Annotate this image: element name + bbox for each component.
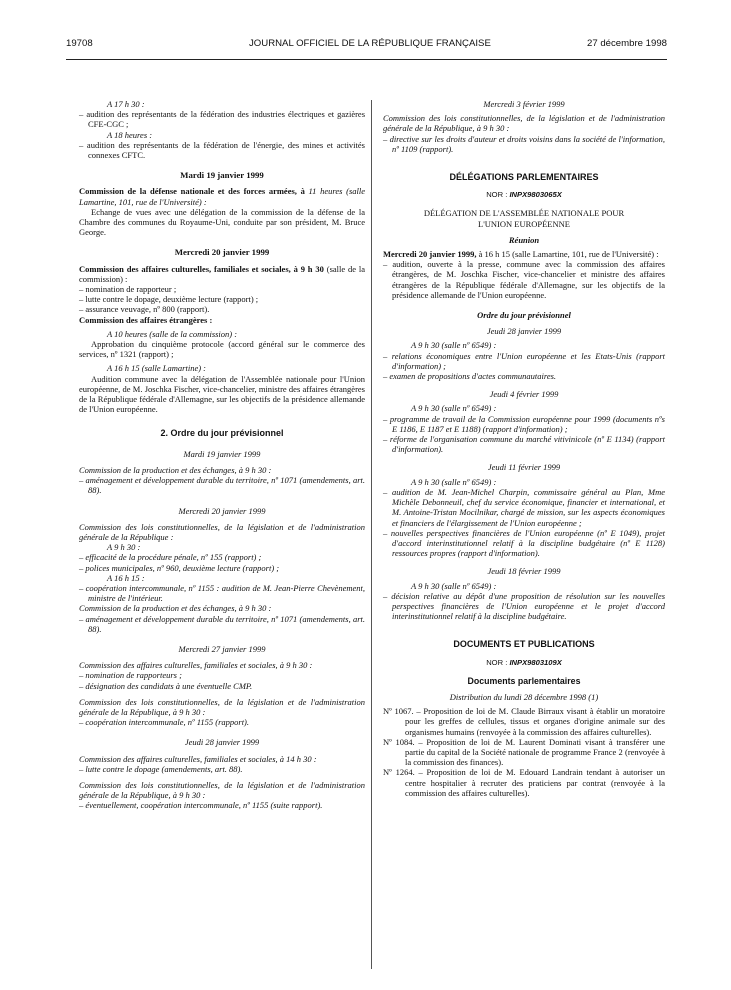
date-heading: Mardi 19 janvier 1999 xyxy=(180,170,264,181)
delegation-name: DÉLÉGATION DE L'ASSEMBLÉE NATIONALE POUR L'UNION EUROPÉENNE xyxy=(423,208,625,229)
nor-reference: NOR : INPX9803065X xyxy=(486,190,562,200)
committee-line: Commission de la production et des échanges, à 9 h 30 : xyxy=(79,464,272,475)
journal-title: JOURNAL OFFICIEL DE LA RÉPUBLIQUE FRANÇAISE xyxy=(249,38,491,49)
committee-line: Commission des lois constitutionnelles, de la législation et de l'administration générale de la République, à 9 h 30 : xyxy=(383,113,665,134)
agenda-item: – nomination de rapporteurs ; xyxy=(79,670,182,681)
document-entry: Nº 1067. – Proposition de loi de M. Claude Birraux visant à établir un moratoire pour les greffes de cellules, tissus et organes d'origine animale sur des organismes humains (renvoyée à la commission des affaires culturelles). xyxy=(383,706,665,737)
subheading: Réunion xyxy=(508,234,540,245)
date-heading: Jeudi 11 février 1999 xyxy=(487,462,561,473)
agenda-item: – réforme de l'organisation commune du marché vitivinicole (nº E 1134) (rapport d'information). xyxy=(383,434,665,455)
date-heading: Mercredi 3 février 1999 xyxy=(483,99,565,109)
subheading: Ordre du jour prévisionnel xyxy=(477,310,571,321)
date-heading: Jeudi 4 février 1999 xyxy=(489,389,559,400)
committee-line: Commission des affaires culturelles, familiales et sociales, à 14 h 30 : xyxy=(79,753,317,764)
committee-line: Commission de la défense nationale et des forces armées, à 11 heures (salle Lamartine, 101, rue de l'Université) : xyxy=(79,186,366,207)
distribution-line: Distribution du lundi 28 décembre 1998 (1) xyxy=(449,691,599,702)
time-label: A 16 h 15 : xyxy=(107,572,145,583)
right-column xyxy=(383,99,665,798)
committee-line: Commission des affaires culturelles, familiales et sociales, à 9 h 30 (salle de la commission) : xyxy=(79,263,366,284)
nor-reference: NOR : INPX9803109X xyxy=(486,657,562,667)
agenda-item: – polices municipales, nº 960, deuxième lecture (rapport) ; xyxy=(79,562,280,573)
agenda-item: – audition des représentants de la fédération de l'énergie, des mines et activités connexes CFTC. xyxy=(79,139,365,161)
agenda-item: – relations économiques entre l'Union européenne et les Etats-Unis (rapport d'information) ; xyxy=(383,350,665,371)
agenda-item: – lutte contre le dopage (amendements, art. 88). xyxy=(79,763,243,774)
time-label: A 9 h 30 (salle nº 6549) : xyxy=(411,476,497,487)
agenda-item: – audition des représentants de la fédération des industries électriques et gazières CFE-CGC ; xyxy=(79,109,365,130)
agenda-item: – éventuellement, coopération intercommunale, nº 1155 (suite rapport). xyxy=(79,800,323,811)
section-heading: DOCUMENTS ET PUBLICATIONS xyxy=(453,639,595,650)
agenda-item: – examen de propositions d'actes communautaires. xyxy=(383,371,557,382)
section-heading: 2. Ordre du jour prévisionnel xyxy=(160,428,284,439)
time-label: A 16 h 15 (salle Lamartine) : xyxy=(107,363,207,374)
committee-line: Commission des lois constitutionnelles, de la législation et de l'administration générale de la République : xyxy=(79,521,365,542)
agenda-item: – programme de travail de la Commission européenne pour 1999 (documents nºs E 1186, E 1187 et E 1188) (rapport d'information) ; xyxy=(383,413,665,434)
agenda-item: – efficacité de la procédure pénale, nº 155 (rapport) ; xyxy=(79,552,262,563)
date-heading: Jeudi 28 janvier 1999 xyxy=(184,737,260,748)
document-entry: Nº 1264. – Proposition de loi de M. Edouard Landrain tendant à autoriser un centre hospitalier à recruter des praticiens par contrat (renvoyée à la commission des affaires culturelles). xyxy=(383,767,665,798)
date-heading: Mercredi 20 janvier 1999 xyxy=(174,247,270,258)
section-heading: DÉLÉGATIONS PARLEMENTAIRES xyxy=(449,172,599,183)
column-divider xyxy=(371,100,372,969)
date-heading: Mercredi 27 janvier 1999 xyxy=(178,643,266,654)
agenda-item: – nouvelles perspectives financières de l'Union européenne (nº E 1049), projet d'accord interinstitutionnel relatif à la discipline budgétaire (nº E 1128) ressources propres (rapport d'information). xyxy=(383,527,665,559)
agenda-item: – directive sur les droits d'auteur et droits voisins dans la société de l'information, nº 1109 (rapport). xyxy=(383,133,665,154)
time-label: A 9 h 30 (salle nº 6549) : xyxy=(411,580,497,591)
time-label: A 9 h 30 (salle nº 6549) : xyxy=(411,340,497,351)
subheading: Documents parlementaires xyxy=(467,675,581,686)
time-label: A 9 h 30 : xyxy=(107,542,141,553)
committee-line: Commission de la production et des échanges, à 9 h 30 : xyxy=(79,603,272,614)
paragraph: Audition commune avec la délégation de l'Assemblée nationale pour l'Union européenne, de M. Joschka Fischer, vice-chancelier, ministre des affaires étrangères de la République fédérale d'Allemagne, sur les objectifs de la présidence allemande de l'Union européenne. xyxy=(79,373,365,415)
date-heading: Jeudi 28 janvier 1999 xyxy=(486,326,562,337)
document-entry: Nº 1084. – Proposition de loi de M. Laurent Dominati visant à transférer une partie du capital de la Société nationale de programme France 2 (renvoyée à la commission des finances). xyxy=(383,736,665,768)
agenda-item: – coopération intercommunale, nº 1155 (rapport). xyxy=(79,717,250,728)
agenda-item: – désignation des candidats à une éventuelle CMP. xyxy=(79,680,253,691)
time-label: A 10 heures (salle de la commission) : xyxy=(107,328,238,339)
meeting-line: Mercredi 20 janvier 1999, à 16 h 15 (salle Lamartine, 101, rue de l'Université) : xyxy=(383,249,659,260)
time-label: A 17 h 30 : xyxy=(107,99,145,109)
agenda-item: – audition, ouverte à la presse, commune avec la commission des affaires étrangères, de M. Joschka Fischer, vice-chancelier et ministre des affaires étrangères de la République fédérale d'Allemagne, sur les objectifs de la présidence allemande de l'Union européenne. xyxy=(383,259,665,300)
time-label: A 9 h 30 (salle nº 6549) : xyxy=(411,403,497,414)
left-column xyxy=(79,99,365,811)
agenda-item: – coopération intercommunale, nº 1155 : audition de M. Jean-Pierre Chevènement, ministre de l'intérieur. xyxy=(79,582,365,604)
time-label: A 18 heures : xyxy=(107,129,153,140)
agenda-item: – lutte contre le dopage, deuxième lecture (rapport) ; xyxy=(79,294,259,305)
issue-date: 27 décembre 1998 xyxy=(586,38,667,49)
paragraph: Approbation du cinquième protocole (accord général sur le commerce des services, nº 1321 (rapport) ; xyxy=(79,339,365,360)
agenda-item: – aménagement et développement durable du territoire, nº 1071 (amendements, art. 88). xyxy=(79,613,365,634)
committee-line: Commission des affaires culturelles, familiales et sociales, à 9 h 30 : xyxy=(79,660,313,671)
committee-title: Commission des affaires étrangères : xyxy=(79,314,213,325)
date-heading: Mardi 19 janvier 1999 xyxy=(183,448,261,459)
date-heading: Mercredi 20 janvier 1999 xyxy=(178,505,266,516)
agenda-item: – décision relative au dépôt d'une proposition de résolution sur les nouvelles perspectives financières de l'Union européenne et le projet d'accord interinstitutionnel relatif à la discipline budgétaire. xyxy=(383,590,665,622)
committee-line: Commission des lois constitutionnelles, de la législation et de l'administration générale de la République, à 9 h 30 : xyxy=(79,779,365,801)
page-header xyxy=(66,38,667,52)
header-rule xyxy=(66,59,667,60)
paragraph: Echange de vues avec une délégation de la commission de la défense de la Chambre des communes du Royaume-Uni, conduite par son président, M. Bruce George. xyxy=(79,206,365,238)
agenda-item: – assurance veuvage, nº 800 (rapport). xyxy=(79,304,210,315)
committee-line: Commission des lois constitutionnelles, de la législation et de l'administration générale de la République, à 9 h 30 : xyxy=(79,696,365,717)
date-heading: Jeudi 18 février 1999 xyxy=(487,566,561,577)
agenda-item: – nomination de rapporteur ; xyxy=(79,284,177,295)
agenda-item: – audition de M. Jean-Michel Charpin, commissaire général au Plan, Mme Michèle Debonneuil, chef du service économique, financier et international, et M. Antoine-Tristan Mocilnikar, chargé de mission, sur les aspects économiques et financiers de l'élargissement de l'Union européenne ; xyxy=(383,486,665,528)
page-number: 19708 xyxy=(66,38,93,49)
agenda-item: – aménagement et développement durable du territoire, nº 1071 (amendements, art. 88). xyxy=(79,475,365,496)
